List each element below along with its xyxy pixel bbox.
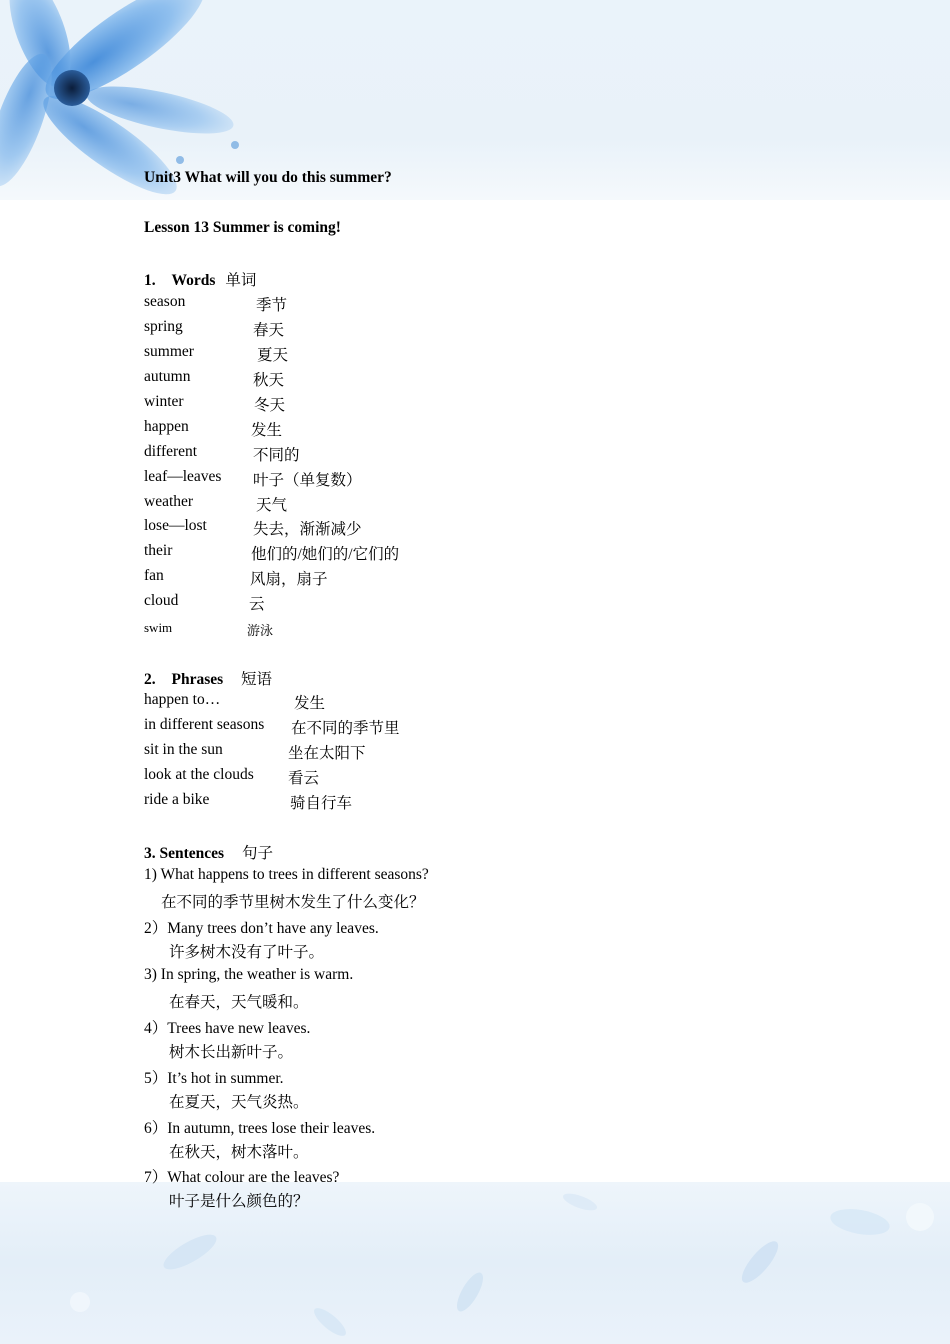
sentence-zh: 在秋天，树木落叶。 <box>169 1144 309 1161</box>
sentence-en: 3) In spring, the weather is warm. <box>144 966 354 983</box>
word-en: weather <box>144 493 194 510</box>
sentence-en: 4）Trees have new leaves. <box>144 1020 311 1037</box>
word-en: their <box>144 542 173 559</box>
phrases-heading-zh: 短语 <box>241 671 273 688</box>
sentences-heading-zh: 句子 <box>241 845 273 862</box>
word-en: leaf—leaves <box>144 468 222 485</box>
words-heading-zh: 单词 <box>225 272 257 289</box>
phrase-en: in different seasons <box>144 716 265 733</box>
word-zh: 春天 <box>253 322 285 339</box>
sentence-zh: 在夏天，天气炎热。 <box>169 1094 309 1111</box>
sentence-en: 5）It’s hot in summer. <box>144 1070 284 1087</box>
word-zh: 风扇，扇子 <box>250 571 328 588</box>
lesson-title: Lesson 13 Summer is coming! <box>144 219 341 236</box>
word-en: spring <box>144 318 183 335</box>
word-zh: 不同的 <box>253 447 300 464</box>
word-en: autumn <box>144 368 191 385</box>
sentence-en: 1) What happens to trees in different seasons? <box>144 866 429 883</box>
sentence-zh: 许多树木没有了叶子。 <box>169 944 325 961</box>
sentences-heading-label: 3. Sentences <box>144 845 225 862</box>
sentence-en: 6）In autumn, trees lose their leaves. <box>144 1120 376 1137</box>
words-heading <box>144 268 256 290</box>
word-zh: 发生 <box>251 422 283 439</box>
phrase-en: look at the clouds <box>144 766 254 783</box>
word-zh: 秋天 <box>253 372 285 389</box>
word-zh: 冬天 <box>254 397 286 414</box>
word-zh: 叶子（单复数） <box>253 472 362 489</box>
words-heading-number: 1. <box>144 272 156 289</box>
word-zh: 游泳 <box>247 623 274 638</box>
word-en: different <box>144 443 198 460</box>
word-zh: 天气 <box>256 497 288 514</box>
word-en: happen <box>144 418 189 435</box>
phrase-zh: 看云 <box>288 770 320 787</box>
word-en: summer <box>144 343 194 360</box>
word-en: season <box>144 293 186 310</box>
word-en: fan <box>144 567 164 584</box>
word-en: lose—lost <box>144 517 207 534</box>
word-en: winter <box>144 393 184 410</box>
sentence-en: 7）What colour are the leaves? <box>144 1169 340 1186</box>
word-zh: 夏天 <box>257 347 289 364</box>
phrases-heading-label: Phrases <box>171 671 224 688</box>
phrase-zh: 发生 <box>294 695 326 712</box>
phrase-zh: 在不同的季节里 <box>291 720 400 737</box>
word-zh: 他们的/她们的/它们的 <box>251 546 400 563</box>
word-en: cloud <box>144 592 179 609</box>
words-heading-label: Words <box>171 272 216 289</box>
word-zh: 季节 <box>256 297 288 314</box>
sentence-zh: 树木长出新叶子。 <box>169 1044 294 1061</box>
word-zh: 云 <box>249 596 265 613</box>
sentences-heading <box>144 841 273 863</box>
footer-petals-icon <box>0 1182 950 1344</box>
phrase-zh: 坐在太阳下 <box>288 745 366 762</box>
word-zh: 失去，渐渐减少 <box>253 521 362 538</box>
phrase-en: ride a bike <box>144 791 210 808</box>
phrases-heading <box>144 667 272 689</box>
sentence-en: 2）Many trees don’t have any leaves. <box>144 920 379 937</box>
word-en: swim <box>144 620 173 635</box>
phrase-zh: 骑自行车 <box>290 795 353 812</box>
phrase-en: sit in the sun <box>144 741 223 758</box>
sentence-zh: 在春天，天气暖和。 <box>169 994 309 1011</box>
phrase-en: happen to… <box>144 691 221 708</box>
sentence-zh: 叶子是什么颜色的？ <box>169 1193 309 1210</box>
phrases-heading-number: 2. <box>144 671 156 688</box>
sentence-zh: 在不同的季节里树木发生了什么变化？ <box>161 894 425 911</box>
unit-title: Unit3 What will you do this summer? <box>144 169 392 186</box>
